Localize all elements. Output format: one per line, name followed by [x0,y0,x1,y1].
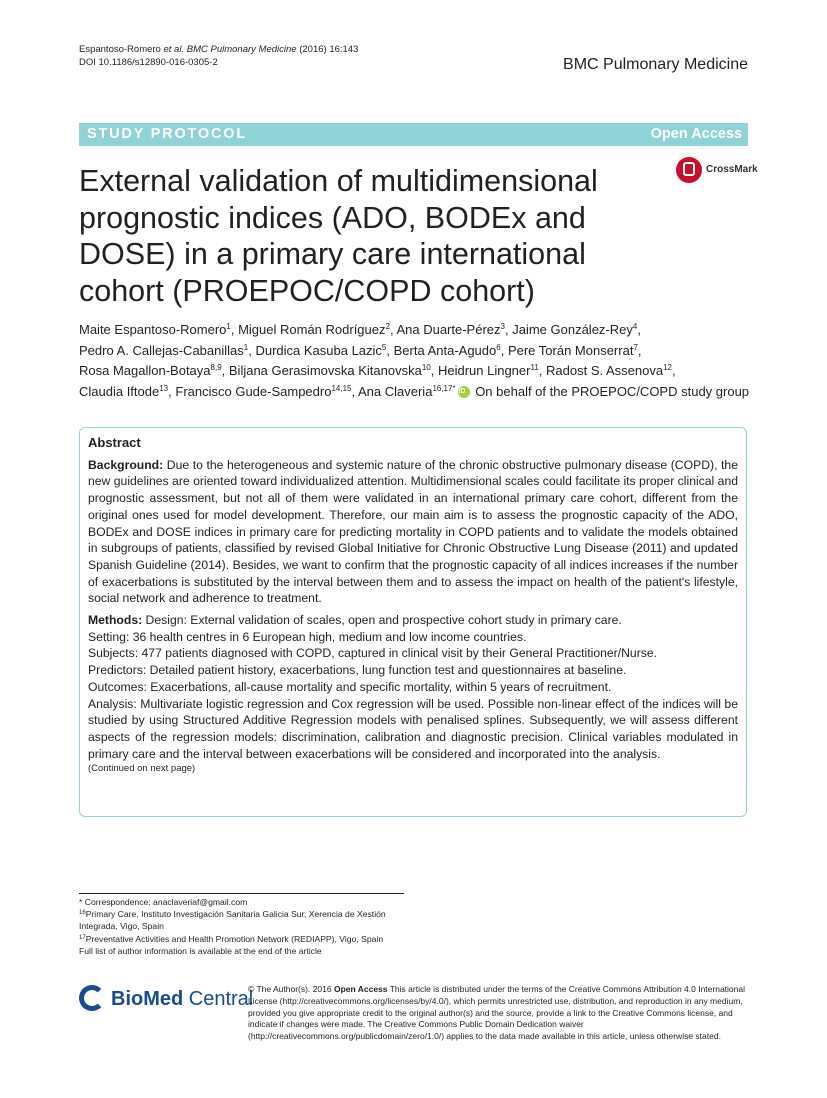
aff-text: Primary Care, Instituto Investigación Sanitaria Galicia Sur, Xerencia de Xestión Integrada, Vigo, Spain [79,909,386,932]
article-title: External validation of multidimensional prognostic indices (ADO, BODEx and DOSE) in a primary care international cohort (PROEPOC/COPD cohort) [79,164,598,308]
author-name: Durdica Kasuba Lazic [255,342,382,358]
author-info-note: Full list of author information is available at the end of the article [79,945,322,956]
license-body: This article is distributed under the terms of the Creative Commons Attribution 4.0 International License (http://creativecommons.org/licenses/by/4.0/), which permits unrestricted use, distribution, and reproduction in any medium, provided you give appropriate credit to the original author(s) and the source, provide a link to the Creative Commons license, and indicate if changes were made. The Creative Commons Public Domain Dedication waiver (http://creativecommons.org/publicdomain/zero/1.0/) applies to the data made available in this article, unless otherwise stated. [248,984,746,1042]
citation-journal: BMC Pulmonary Medicine [186,44,297,55]
methods-line: Predictors: Detailed patient history, exacerbations, lung function test and questionnaires at baseline. [88,663,627,678]
author-separator: , [230,322,239,337]
author-name: Heidrun Lingner [437,363,531,378]
author-affiliation: 11 [530,363,539,372]
author-name: Biljana Gerasimovska Kitanovska [228,363,422,378]
author-affiliation: 4 [632,322,638,331]
abstract-background [88,457,738,607]
author-affiliation: 3 [500,322,505,331]
aff-text: Preventative Activities and Health Promotion Network (REDIAPP), Vigo, Spain [85,933,384,944]
author-name: Ana Duarte-Pérez [396,322,501,337]
author-separator: , [538,363,547,378]
license-text [248,984,748,1043]
article-type-label: STUDY PROTOCOL [87,126,248,142]
author-separator: , [221,363,229,378]
article-type-banner [79,123,748,146]
author-affiliation: 8,9 [210,363,222,372]
doi[interactable]: DOI 10.1186/s12890-016-0305-2 [79,57,218,68]
aff-number: 16 [79,910,86,917]
methods-line: Outcomes: Exacerbations, all-cause mortality and specific mortality, within 5 years of recruitment. [88,679,612,694]
author-name: Claudia Iftode [79,383,160,399]
author-affiliation: 16,17* [432,383,456,393]
logo-rest: Central [183,988,254,1010]
author-affiliation: 2 [385,322,390,331]
author-group: On behalf of the PROEPOC/COPD study group [471,383,750,399]
citation-etal: et al. [163,44,185,55]
biomed-central-logo [79,985,254,1015]
correspondence: * Correspondence: anaclaveriaf@gmail.com [79,897,248,907]
abstract-heading: Abstract [88,435,141,450]
methods-line: Subjects: 477 patients diagnosed with COPD, captured in clinical visit by their General Practitioner/Nurse. [88,646,658,661]
footnote-divider [79,893,404,894]
author-separator: , [672,363,676,378]
methods-line: Setting: 36 health centres in 6 European high, medium and low income countries. [88,629,527,644]
author-name: Berta Anta-Agudo [393,342,497,358]
author-list [79,320,759,402]
author-separator: , [248,342,256,358]
author-separator: , [500,342,508,358]
background-label: Background: [88,457,164,472]
open-access-label: Open Access [650,126,742,142]
affiliation-16 [79,908,399,932]
journal-name: BMC Pulmonary Medicine [563,56,748,73]
author-name: Ana Claveria [358,383,433,399]
license-prefix: © The Author(s). 2016 [248,984,334,994]
author-affiliation: 1 [243,342,249,352]
orcid-icon[interactable] [458,386,470,398]
author-name: Rosa Magallon-Botaya [79,363,211,378]
author-separator: , [386,342,394,358]
crossmark-badge[interactable] [676,157,758,185]
author-affiliation: 12 [663,363,672,372]
author-name: Pedro A. Callejas-Cabanillas [79,342,244,358]
citation-authors: Espantoso-Romero [79,44,161,55]
biomed-ring-icon [79,985,105,1011]
author-affiliation: 14,15 [331,383,352,393]
background-text: Due to the heterogeneous and systemic nature of the chronic obstructive pulmonary disease (COPD), the new guidelines are oriented toward individualized attention. Multidimensional scales could facilitate its proper clinical and prognostic assessment, but not all of them were validated in an international primary care cohort, different from the original ones used for model development. Therefore, our main aim is to assess the prognostic capacity of the ADO, BODEx and DOSE indices in primary care for predicting mortality in COPD patients and to validate the models obtained in subgroups of patients, classified by revised Global Initiative for Chronic Obstructive Lung Disease (2011) and updated Spanish Guideline (2014). Besides, we want to confirm that the prognostic capacity of all indices increases if the number of exacerbations is substituted by the interval between them and to assess the impact on health of the patient's lifestyle, social network and adherence to treatment. [88,457,738,606]
author-affiliation: 7 [633,342,638,352]
methods-line: Analysis: Multivariate logistic regression and Cox regression will be used. Possible non-linear effect of the indices will be studied by using Structured Additive Regression models with penalised splines. Subsequently, we will assess different aspects of the regression models: discrimination, calibration and diagnostic precision. Clinical variables modulated in primary care and the interval between exacerbations will be considered and incorporated into the analysis. [88,696,738,761]
author-name: Jaime González-Rey [512,322,633,337]
author-separator: , [168,383,176,399]
continued-note: (Continued on next page) [88,763,196,775]
methods-label: Methods: [88,613,143,628]
author-separator: , [637,342,642,358]
logo-bold: BioMed [111,988,184,1010]
author-name: Radost S. Assenova [546,363,664,378]
author-separator: , [389,322,397,337]
methods-line: Design: External validation of scales, open and prospective cohort study in primary care. [142,613,622,628]
author-name: Maite Espantoso-Romero [79,322,227,337]
author-affiliation: 1 [226,322,231,331]
citation-rest: (2016) 16:143 [296,44,359,55]
author-separator: , [430,363,438,378]
author-name: Pere Torán Monserrat [507,342,634,358]
crossmark-label: CrossMark [706,164,758,175]
author-name: Miguel Román Rodríguez [238,322,386,337]
affiliation-17 [79,933,399,945]
author-separator: , [351,383,358,399]
author-affiliation: 5 [381,342,387,352]
author-separator: , [504,322,513,337]
author-affiliation: 10 [421,363,431,372]
abstract-box [79,427,747,817]
citation-header [79,43,358,69]
license-open-access: Open Access [333,984,388,994]
author-name: Francisco Gude-Sampedro [175,383,332,399]
author-affiliation: 13 [159,383,169,393]
crossmark-icon [676,157,702,183]
aff-number: 17 [79,934,86,941]
footnotes [79,896,399,957]
abstract-methods [88,612,738,629]
author-separator: , [637,322,641,337]
author-affiliation: 6 [496,342,501,352]
